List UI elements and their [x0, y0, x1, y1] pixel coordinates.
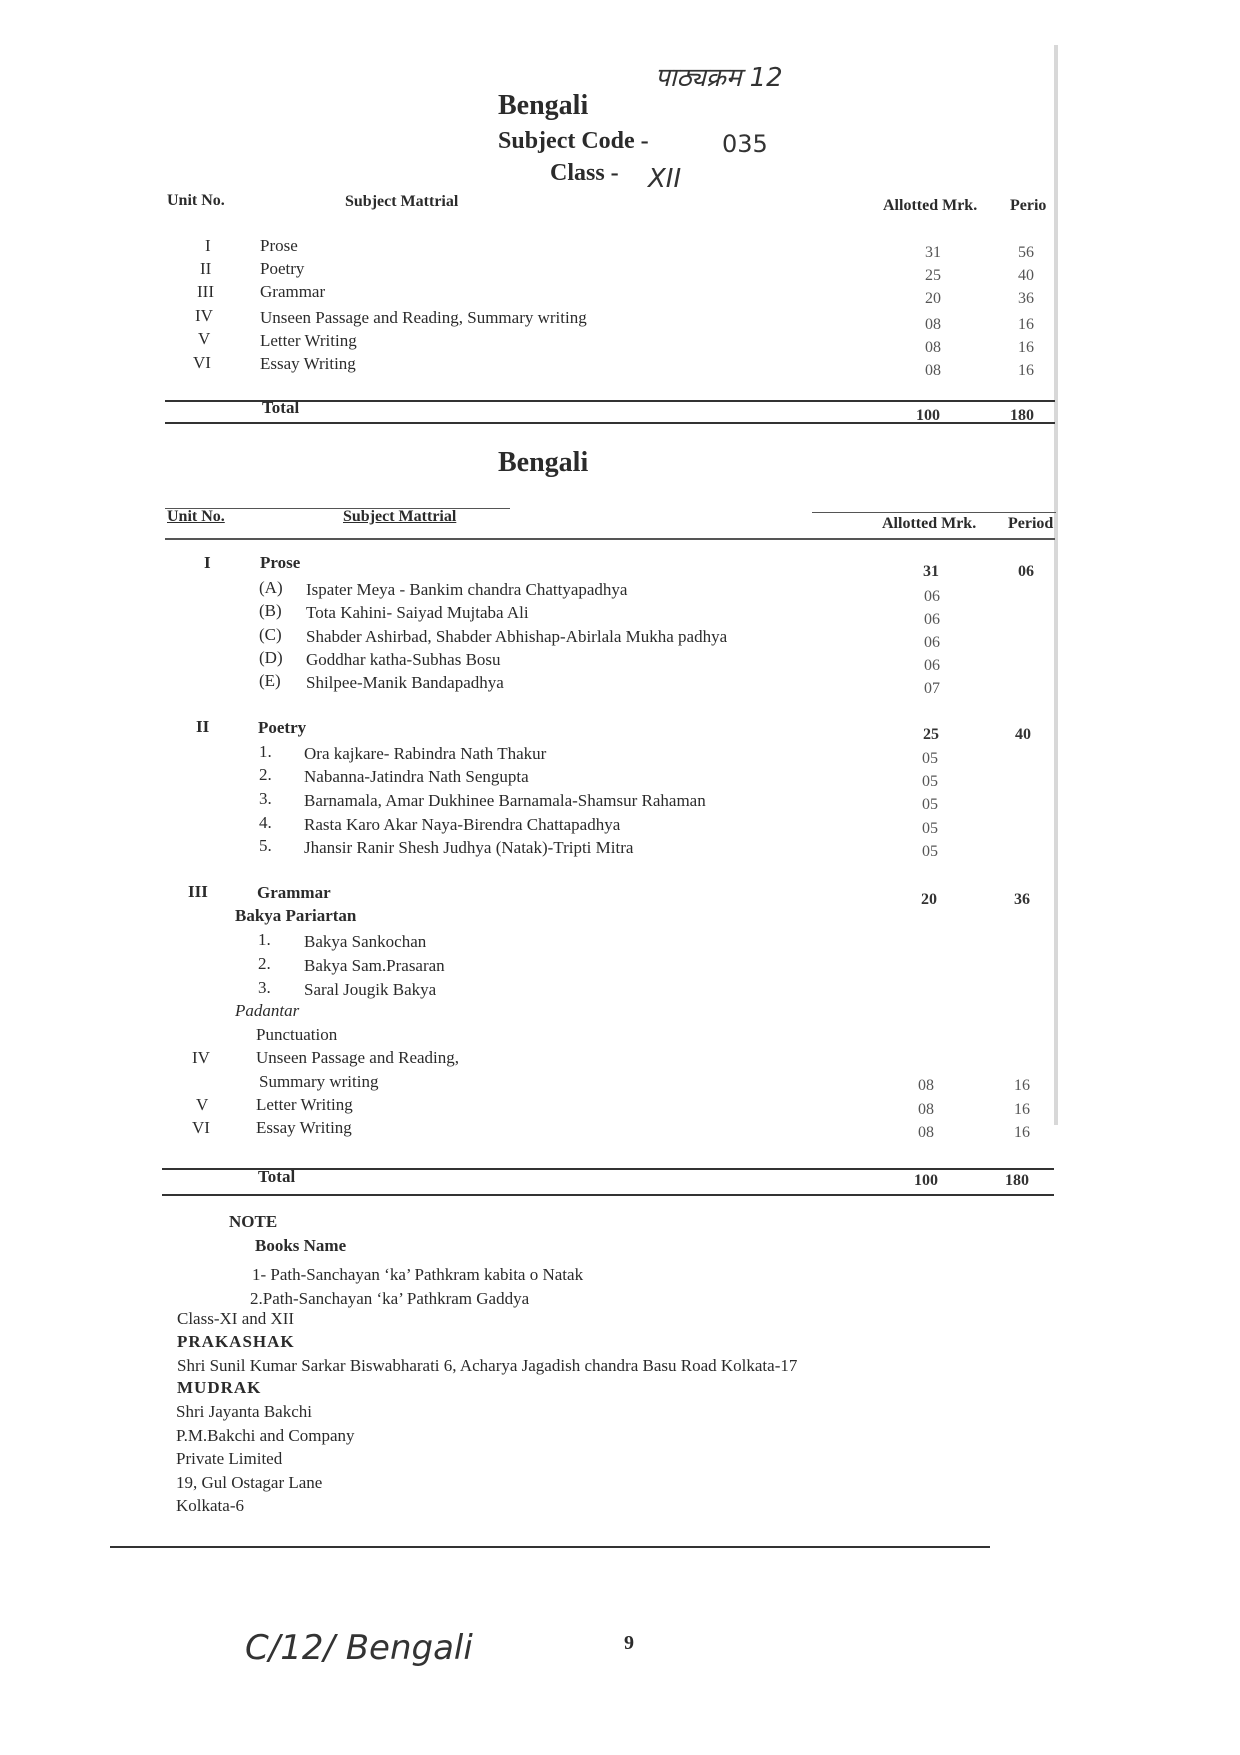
summary-name: Letter Writing: [260, 331, 357, 350]
detail-total-rule-top: [162, 1168, 1054, 1170]
list-item-label: (B): [259, 601, 282, 620]
list-item-marks: 06: [924, 634, 940, 651]
detail-total-rule-bottom: [162, 1194, 1054, 1196]
list-item-marks: 07: [924, 680, 940, 697]
mudrak-line: Kolkata-6: [176, 1496, 244, 1515]
essay-period: 16: [1014, 1124, 1030, 1141]
summary-period: 36: [1018, 290, 1034, 307]
grammar-padantar: Padantar: [235, 1001, 300, 1020]
summary-unit: VI: [193, 353, 211, 372]
subject-code-label: Subject Code -: [498, 128, 649, 154]
unseen-period: 16: [1014, 1077, 1030, 1094]
essay-title: Essay Writing: [256, 1118, 352, 1137]
scan-edge: [1054, 45, 1058, 1125]
prakashak-text: Shri Sunil Kumar Sarkar Biswabharati 6, Acharya Jagadish chandra Basu Road Kolkata-17: [177, 1356, 798, 1375]
list-item: Rasta Karo Akar Naya-Birendra Chattapadhya: [304, 815, 621, 834]
col-period-header: Perio: [1010, 197, 1047, 214]
prose-marks: 31: [923, 563, 939, 580]
mudrak-line: 19, Gul Ostagar Lane: [176, 1473, 323, 1492]
summary-total-rule-bottom: [165, 422, 1055, 424]
letter-unit: V: [196, 1095, 209, 1114]
detail-col-subject-header: Subject Mattrial: [343, 508, 457, 525]
list-item-marks: 05: [922, 750, 938, 767]
subject-code-value: 035: [722, 130, 768, 158]
list-item-marks: 05: [922, 843, 938, 860]
summary-name: Unseen Passage and Reading, Summary writing: [260, 308, 587, 327]
summary-period: 56: [1018, 244, 1034, 261]
list-item: Jhansir Ranir Shesh Judhya (Natak)-Tripti Mitra: [304, 838, 634, 857]
summary-marks: 08: [925, 339, 941, 356]
list-item: Ispater Meya - Bankim chandra Chattyapadhya: [306, 580, 628, 599]
mudrak-line: Private Limited: [176, 1449, 283, 1468]
list-item-label: 1.: [259, 742, 272, 761]
letter-title: Letter Writing: [256, 1095, 353, 1114]
summary-marks: 08: [925, 362, 941, 379]
summary-marks: 25: [925, 267, 941, 284]
footer-rule: [110, 1546, 990, 1548]
summary-unit: III: [197, 282, 214, 301]
prose-unit: I: [204, 553, 211, 572]
grammar-punctuation: Punctuation: [256, 1025, 338, 1044]
list-item-marks: 05: [922, 773, 938, 790]
page-number: 9: [624, 1632, 634, 1654]
detail-col-marks-header: Allotted Mrk.: [882, 515, 977, 532]
list-item-marks: 05: [922, 796, 938, 813]
col-marks-header: Allotted Mrk.: [883, 197, 978, 214]
poetry-marks: 25: [923, 726, 939, 743]
detail-title: Bengali: [498, 447, 589, 478]
list-item-marks: 06: [924, 657, 940, 674]
list-item-label: 3.: [258, 978, 271, 997]
poetry-period: 40: [1015, 726, 1031, 743]
list-item-marks: 06: [924, 611, 940, 628]
summary-total-label: Total: [262, 398, 300, 417]
prose-title: Prose: [260, 553, 301, 572]
book-item: 2.Path-Sanchayan ‘ka’ Pathkram Gaddya: [250, 1289, 530, 1308]
summary-name: Grammar: [260, 282, 326, 301]
summary-name: Essay Writing: [260, 354, 356, 373]
unseen-title-line2: Summary writing: [259, 1072, 379, 1091]
unseen-title: Unseen Passage and Reading,: [256, 1048, 460, 1067]
list-item: Nabanna-Jatindra Nath Sengupta: [304, 767, 529, 786]
unseen-marks: 08: [918, 1077, 934, 1094]
grammar-period: 36: [1014, 891, 1030, 908]
summary-period: 16: [1018, 339, 1034, 356]
summary-period: 16: [1018, 362, 1034, 379]
grammar-title: Grammar: [257, 883, 331, 902]
prose-period: 06: [1018, 563, 1034, 580]
summary-marks: 08: [925, 316, 941, 333]
list-item: Shabder Ashirbad, Shabder Abhishap-Abirlala Mukha padhya: [306, 627, 728, 646]
summary-marks: 31: [925, 244, 941, 261]
list-item-marks: 06: [924, 588, 940, 605]
mudrak-line: P.M.Bakchi and Company: [176, 1426, 355, 1445]
list-item: Shilpee-Manik Bandapadhya: [306, 673, 504, 692]
poetry-title: Poetry: [258, 718, 307, 737]
list-item-label: 3.: [259, 789, 272, 808]
class-line: Class-XI and XII: [177, 1309, 295, 1328]
list-item: Bakya Sankochan: [304, 932, 427, 951]
list-item-label: (C): [259, 625, 282, 644]
handwritten-note-bottom: C/12/ Bengali: [245, 1628, 473, 1668]
poetry-unit: II: [196, 717, 210, 736]
grammar-marks: 20: [921, 891, 937, 908]
summary-total-period: 180: [1010, 407, 1034, 424]
detail-header-rule-bottom: [165, 538, 1055, 540]
summary-total-marks: 100: [916, 407, 940, 424]
summary-name: Poetry: [260, 259, 305, 278]
col-subject-header: Subject Mattrial: [345, 193, 459, 210]
list-item: Ora kajkare- Rabindra Nath Thakur: [304, 744, 547, 763]
essay-unit: VI: [192, 1118, 210, 1137]
unseen-unit: IV: [192, 1048, 210, 1067]
list-item-label: 2.: [258, 954, 271, 973]
list-item-label: (A): [259, 578, 283, 597]
list-item-label: 4.: [259, 813, 272, 832]
list-item-label: 5.: [259, 836, 272, 855]
class-label: Class -: [550, 160, 619, 186]
detail-header-rule-right: [812, 512, 1056, 513]
grammar-unit: III: [188, 882, 208, 901]
detail-col-unit-header: Unit No.: [167, 508, 225, 525]
mudrak-heading: MUDRAK: [177, 1378, 262, 1397]
summary-unit: II: [200, 259, 212, 278]
list-item: Tota Kahini- Saiyad Mujtaba Ali: [306, 603, 529, 622]
summary-unit: IV: [195, 306, 213, 325]
summary-name: Prose: [260, 236, 298, 255]
mudrak-line: Shri Jayanta Bakchi: [176, 1402, 312, 1421]
book-item: 1- Path-Sanchayan ‘ka’ Pathkram kabita o Natak: [252, 1265, 584, 1284]
list-item: Goddhar katha-Subhas Bosu: [306, 650, 501, 669]
detail-total-period: 180: [1005, 1172, 1029, 1189]
detail-total-marks: 100: [914, 1172, 938, 1189]
list-item-label: 1.: [258, 930, 271, 949]
summary-period: 16: [1018, 316, 1034, 333]
books-heading: Books Name: [255, 1236, 347, 1255]
list-item-marks: 05: [922, 820, 938, 837]
list-item: Saral Jougik Bakya: [304, 980, 437, 999]
handwritten-note-top: पाठ्यक्रम 12: [655, 63, 783, 93]
summary-period: 40: [1018, 267, 1034, 284]
detail-total-label: Total: [258, 1167, 296, 1186]
list-item-label: (D): [259, 648, 283, 667]
page-title: Bengali: [498, 90, 589, 121]
list-item-label: 2.: [259, 765, 272, 784]
letter-marks: 08: [918, 1101, 934, 1118]
class-value: XII: [648, 164, 682, 194]
detail-col-period-header: Period: [1008, 515, 1054, 532]
grammar-subheading: Bakya Pariartan: [235, 906, 357, 925]
essay-marks: 08: [918, 1124, 934, 1141]
prakashak-heading: PRAKASHAK: [177, 1332, 295, 1351]
list-item-label: (E): [259, 671, 281, 690]
letter-period: 16: [1014, 1101, 1030, 1118]
note-heading: NOTE: [229, 1212, 278, 1231]
col-unit-header: Unit No.: [167, 192, 225, 209]
summary-unit: I: [205, 236, 211, 255]
list-item: Bakya Sam.Prasaran: [304, 956, 445, 975]
summary-unit: V: [198, 329, 211, 348]
summary-marks: 20: [925, 290, 941, 307]
list-item: Barnamala, Amar Dukhinee Barnamala-Shamsur Rahaman: [304, 791, 706, 810]
